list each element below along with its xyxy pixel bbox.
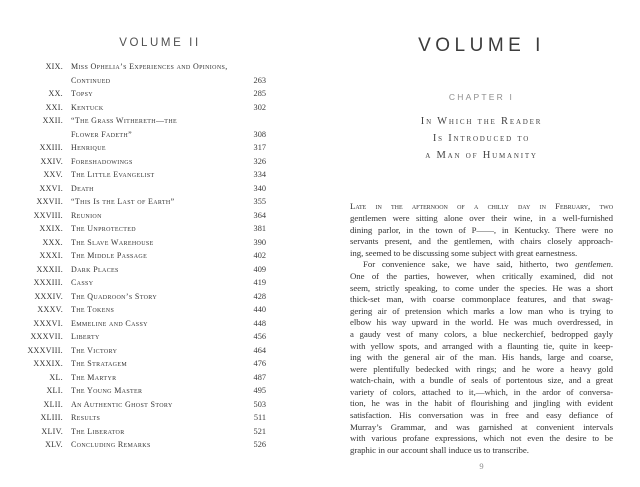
- first-line-post: .: [610, 259, 613, 270]
- toc-chapter-title-block: [71, 141, 231, 155]
- toc-entry[interactable]: [20, 303, 266, 317]
- toc-entry[interactable]: [20, 290, 266, 304]
- toc-chapter-number: XXVIII.: [33, 210, 63, 220]
- toc-page-number: 381: [253, 224, 266, 233]
- body-line: gentlemen were sitting alone over their wine, in a well-furnished: [350, 212, 613, 223]
- toc-entry[interactable]: [20, 411, 266, 425]
- toc-chapter-number: XX.: [48, 89, 63, 98]
- toc-page-number: 503: [253, 399, 266, 409]
- toc-chapter-title: Miss Ophelia’s Experiences and Opinions,: [71, 62, 228, 71]
- toc-entry[interactable]: [20, 344, 266, 358]
- toc-entry[interactable]: [20, 263, 266, 277]
- toc-page-number: 464: [253, 345, 266, 355]
- toc-page-number: 340: [253, 183, 266, 193]
- toc-chapter-title: The Unprotected: [71, 224, 136, 233]
- toc-entry[interactable]: [20, 60, 266, 87]
- toc-page-number: 476: [253, 359, 266, 368]
- toc-chapter-title: “The Grass Withereth—the: [71, 116, 178, 125]
- toc-entry[interactable]: [20, 249, 266, 263]
- toc-chapter-title: The Young Master: [71, 386, 143, 395]
- toc-chapter-title-block: [71, 303, 231, 317]
- toc-chapter-number: XXVI.: [39, 183, 63, 193]
- toc-chapter-number: XXIV.: [40, 156, 63, 166]
- chapter-title-line: Is Introduced to: [432, 132, 531, 144]
- toc-chapter-title-block: [71, 87, 231, 101]
- toc-entry[interactable]: [20, 195, 266, 209]
- toc-chapter-title-block: [71, 276, 231, 290]
- toc-entry[interactable]: [20, 114, 266, 141]
- toc-chapter-title-line2: Continued: [71, 75, 111, 85]
- toc-chapter-title: The Middle Passage: [71, 251, 148, 260]
- toc-page-number: 390: [253, 237, 266, 247]
- lead-small-caps: Late in the afternoon of a chilly day in February, two: [350, 201, 613, 212]
- toc-chapter-title-block: [71, 114, 231, 141]
- toc-page-number: 521: [253, 426, 266, 436]
- toc-entry[interactable]: [20, 425, 266, 439]
- toc-chapter-number: XXXIV.: [34, 291, 63, 301]
- toc-chapter-number: XXXI.: [39, 251, 63, 260]
- toc-chapter-title: The Tokens: [71, 305, 115, 314]
- toc-chapter-title-block: [71, 263, 231, 277]
- toc-entry[interactable]: [20, 330, 266, 344]
- toc-chapter-title: Reunion: [71, 210, 102, 220]
- toc-chapter-number: XXXIX.: [33, 359, 63, 368]
- toc-page-number: 326: [253, 156, 266, 166]
- toc-chapter-title-line2: Flower Fadeth”: [71, 129, 133, 139]
- toc-chapter-title-block: [71, 344, 231, 358]
- toc-chapter-title-block: [71, 330, 231, 344]
- toc-chapter-title: An Authentic Ghost Story: [71, 399, 173, 409]
- toc-entry[interactable]: [20, 222, 266, 236]
- toc-page-number: 409: [253, 264, 266, 274]
- toc-chapter-title-block: [71, 357, 231, 371]
- toc-page-number: 402: [253, 251, 266, 260]
- toc-entry[interactable]: [20, 384, 266, 398]
- paragraph-2-lines: [350, 271, 613, 457]
- toc-page-number: 456: [253, 332, 266, 341]
- toc-chapter-title-block: [71, 249, 231, 263]
- toc-entry[interactable]: [20, 276, 266, 290]
- toc-entry[interactable]: [20, 236, 266, 250]
- toc-chapter-title-block: [71, 411, 231, 425]
- toc-chapter-title-block: [71, 60, 231, 87]
- toc-chapter-title: The Stratagem: [71, 359, 128, 368]
- toc-chapter-title-block: [71, 222, 231, 236]
- toc-chapter-number: XXXVII.: [30, 332, 63, 341]
- body-line: One of the parties, however, when critically examined, did not: [350, 270, 613, 281]
- toc-entry[interactable]: [20, 141, 266, 155]
- body-line: dining parlor, in the town of P——, in Kentucky. There were no: [350, 224, 613, 235]
- toc-chapter-title-block: [71, 438, 231, 452]
- toc-page-number: 511: [253, 413, 266, 422]
- chapter-label: CHAPTER I: [448, 92, 515, 102]
- toc-entry[interactable]: [20, 371, 266, 385]
- toc-chapter-number: XLIV.: [41, 426, 63, 436]
- body-line: ing, seemed to be discussing some subject with great earnestness.: [350, 247, 578, 258]
- body-line: with yellow spots, and arranged with a flaunting tie, quite in keep-: [350, 340, 613, 351]
- toc-page-number: 263: [253, 75, 266, 85]
- body-line: seem, strictly speaking, to come under the species. He was a short: [350, 282, 613, 293]
- toc-chapter-number: XXXIII.: [33, 278, 63, 287]
- toc-chapter-title: The Liberator: [71, 426, 125, 436]
- body-line: graphic in our account shall induce us to transcribe.: [350, 444, 529, 455]
- body-line: tion, he was in the habit of flourishing and jingling with evident: [350, 398, 613, 409]
- table-of-contents: [20, 60, 266, 452]
- toc-chapter-title: Topsy: [71, 89, 93, 98]
- toc-chapter-title: Cassy: [71, 278, 94, 287]
- toc-entry[interactable]: [20, 155, 266, 169]
- toc-chapter-title: The Slave Warehouse: [71, 237, 154, 247]
- toc-page-number: 487: [253, 372, 266, 382]
- toc-chapter-title-block: [71, 168, 231, 182]
- toc-chapter-number: XL.: [49, 372, 63, 382]
- toc-chapter-title: Liberty: [71, 332, 100, 341]
- toc-chapter-title-block: [71, 182, 231, 196]
- page-number: 9: [479, 461, 484, 472]
- toc-page-number: 317: [253, 143, 266, 152]
- chapter-title: [350, 114, 613, 164]
- body-line: thick-set man, with coarse commonplace features, and that swag-: [350, 294, 613, 305]
- body-line: ing with the general air of the man. His hands, large and coarse,: [350, 352, 613, 363]
- body-line: variety of colors, attached to it,—which, in the ardor of conversa-: [350, 386, 613, 397]
- toc-chapter-title-block: [71, 425, 231, 439]
- toc-chapter-number: XXVII.: [36, 197, 63, 206]
- toc-chapter-title: Dark Places: [71, 264, 119, 274]
- body-line: elbow his way upward in the world. He was much overdressed, in: [350, 317, 613, 328]
- toc-chapter-number: XXXVI.: [33, 318, 63, 328]
- toc-chapter-title: Foreshadowings: [71, 156, 133, 166]
- first-line-pre: For convenience sake, we have said, hitherto, two: [363, 259, 576, 270]
- toc-entry[interactable]: [20, 101, 266, 115]
- body-line: satisfaction. His conversation was in free and easy defiance of: [350, 410, 613, 421]
- toc-chapter-title-block: [71, 384, 231, 398]
- body-line: gering air of pretension which marks a low man who is trying to: [350, 305, 613, 316]
- toc-chapter-number: XLV.: [45, 440, 63, 449]
- toc-chapter-title: Death: [71, 183, 94, 193]
- toc-entry[interactable]: [20, 87, 266, 101]
- toc-chapter-title-block: [71, 101, 231, 115]
- toc-chapter-number: XXII.: [42, 116, 63, 125]
- toc-chapter-number: XXI.: [45, 102, 63, 112]
- body-line-lead: [350, 201, 613, 213]
- toc-chapter-number: XXXV.: [37, 305, 63, 314]
- toc-page-number: 440: [253, 305, 266, 314]
- volume-ii-heading: VOLUME II: [119, 37, 201, 49]
- toc-page-number: 364: [253, 210, 266, 220]
- body-text: [350, 201, 613, 456]
- toc-entry[interactable]: [20, 317, 266, 331]
- toc-page-number: 526: [253, 440, 266, 449]
- toc-chapter-number: XLI.: [46, 386, 63, 395]
- toc-chapter-title-block: [71, 398, 231, 412]
- body-line: with various profane expressions, which not even the desire to be: [350, 433, 613, 444]
- toc-chapter-title-block: [71, 209, 231, 223]
- toc-chapter-title: Kentuck: [71, 102, 104, 112]
- chapter-title-line: In Which the Reader: [420, 116, 543, 127]
- toc-chapter-title: Henrique: [71, 143, 106, 152]
- body-line: Murray’s Grammar, and was garnished at convenient intervals: [350, 421, 613, 432]
- toc-chapter-number: XXXVIII.: [27, 345, 63, 355]
- toc-page-number: 495: [253, 386, 266, 395]
- toc-chapter-number: XXXII.: [36, 264, 63, 274]
- paragraph-2: [350, 259, 613, 456]
- toc-chapter-title: The Little Evangelist: [71, 170, 155, 179]
- toc-chapter-number: XLIII.: [40, 413, 63, 422]
- toc-entry[interactable]: [20, 438, 266, 452]
- toc-chapter-number: XLII.: [43, 399, 63, 409]
- toc-chapter-title: Concluding Remarks: [71, 440, 151, 449]
- toc-chapter-number: XXIX.: [39, 224, 63, 233]
- paragraph-1-lines: [350, 213, 613, 259]
- toc-chapter-title-block: [71, 236, 231, 250]
- toc-page-number: 428: [253, 291, 266, 301]
- toc-chapter-title-block: [71, 290, 231, 304]
- toc-chapter-title-block: [71, 317, 231, 331]
- toc-entry[interactable]: [20, 168, 266, 182]
- toc-entry[interactable]: [20, 209, 266, 223]
- toc-chapter-title: Emmeline and Cassy: [71, 318, 148, 328]
- toc-page-number: 448: [253, 318, 266, 328]
- toc-page-number: 419: [253, 278, 266, 287]
- toc-page-number: 285: [253, 89, 266, 98]
- toc-entry[interactable]: [20, 357, 266, 371]
- toc-page-number: 355: [253, 197, 266, 206]
- volume-i-heading: VOLUME I: [418, 35, 545, 56]
- body-line-first: [350, 259, 613, 271]
- first-line-italic: gentlemen: [575, 259, 611, 270]
- toc-chapter-title-block: [71, 195, 231, 209]
- toc-chapter-title: The Victory: [71, 345, 118, 355]
- toc-chapter-title: The Quadroon’s Story: [71, 291, 158, 301]
- toc-entry[interactable]: [20, 182, 266, 196]
- toc-chapter-number: XXIII.: [39, 143, 63, 152]
- body-line: watch-chain, with a bundle of seals of portentous size, and a great: [350, 375, 613, 386]
- body-line: servants present, and the gentlemen, with chairs closely approach-: [350, 236, 613, 247]
- chapter-title-line: a Man of Humanity: [425, 149, 538, 161]
- body-line: a gaudy vest of many colors, a blue neckerchief, bedropped gayly: [350, 328, 613, 339]
- toc-page-number: 334: [253, 170, 266, 179]
- toc-chapter-title: “This Is the Last of Earth”: [71, 197, 175, 206]
- right-page: [320, 0, 640, 487]
- toc-chapter-number: XXX.: [42, 237, 63, 247]
- toc-chapter-title: The Martyr: [71, 372, 117, 382]
- toc-page-number: 302: [253, 102, 266, 112]
- toc-chapter-title-block: [71, 371, 231, 385]
- toc-page-number: 308: [253, 129, 266, 139]
- toc-entry[interactable]: [20, 398, 266, 412]
- toc-chapter-title: Results: [71, 413, 101, 422]
- toc-chapter-title-block: [71, 155, 231, 169]
- toc-chapter-number: XIX.: [45, 62, 63, 71]
- toc-chapter-number: XXV.: [43, 170, 63, 179]
- paragraph-1: [350, 201, 613, 259]
- body-line: were plentifully bedecked with rings; and he wore a heavy gold: [350, 363, 613, 374]
